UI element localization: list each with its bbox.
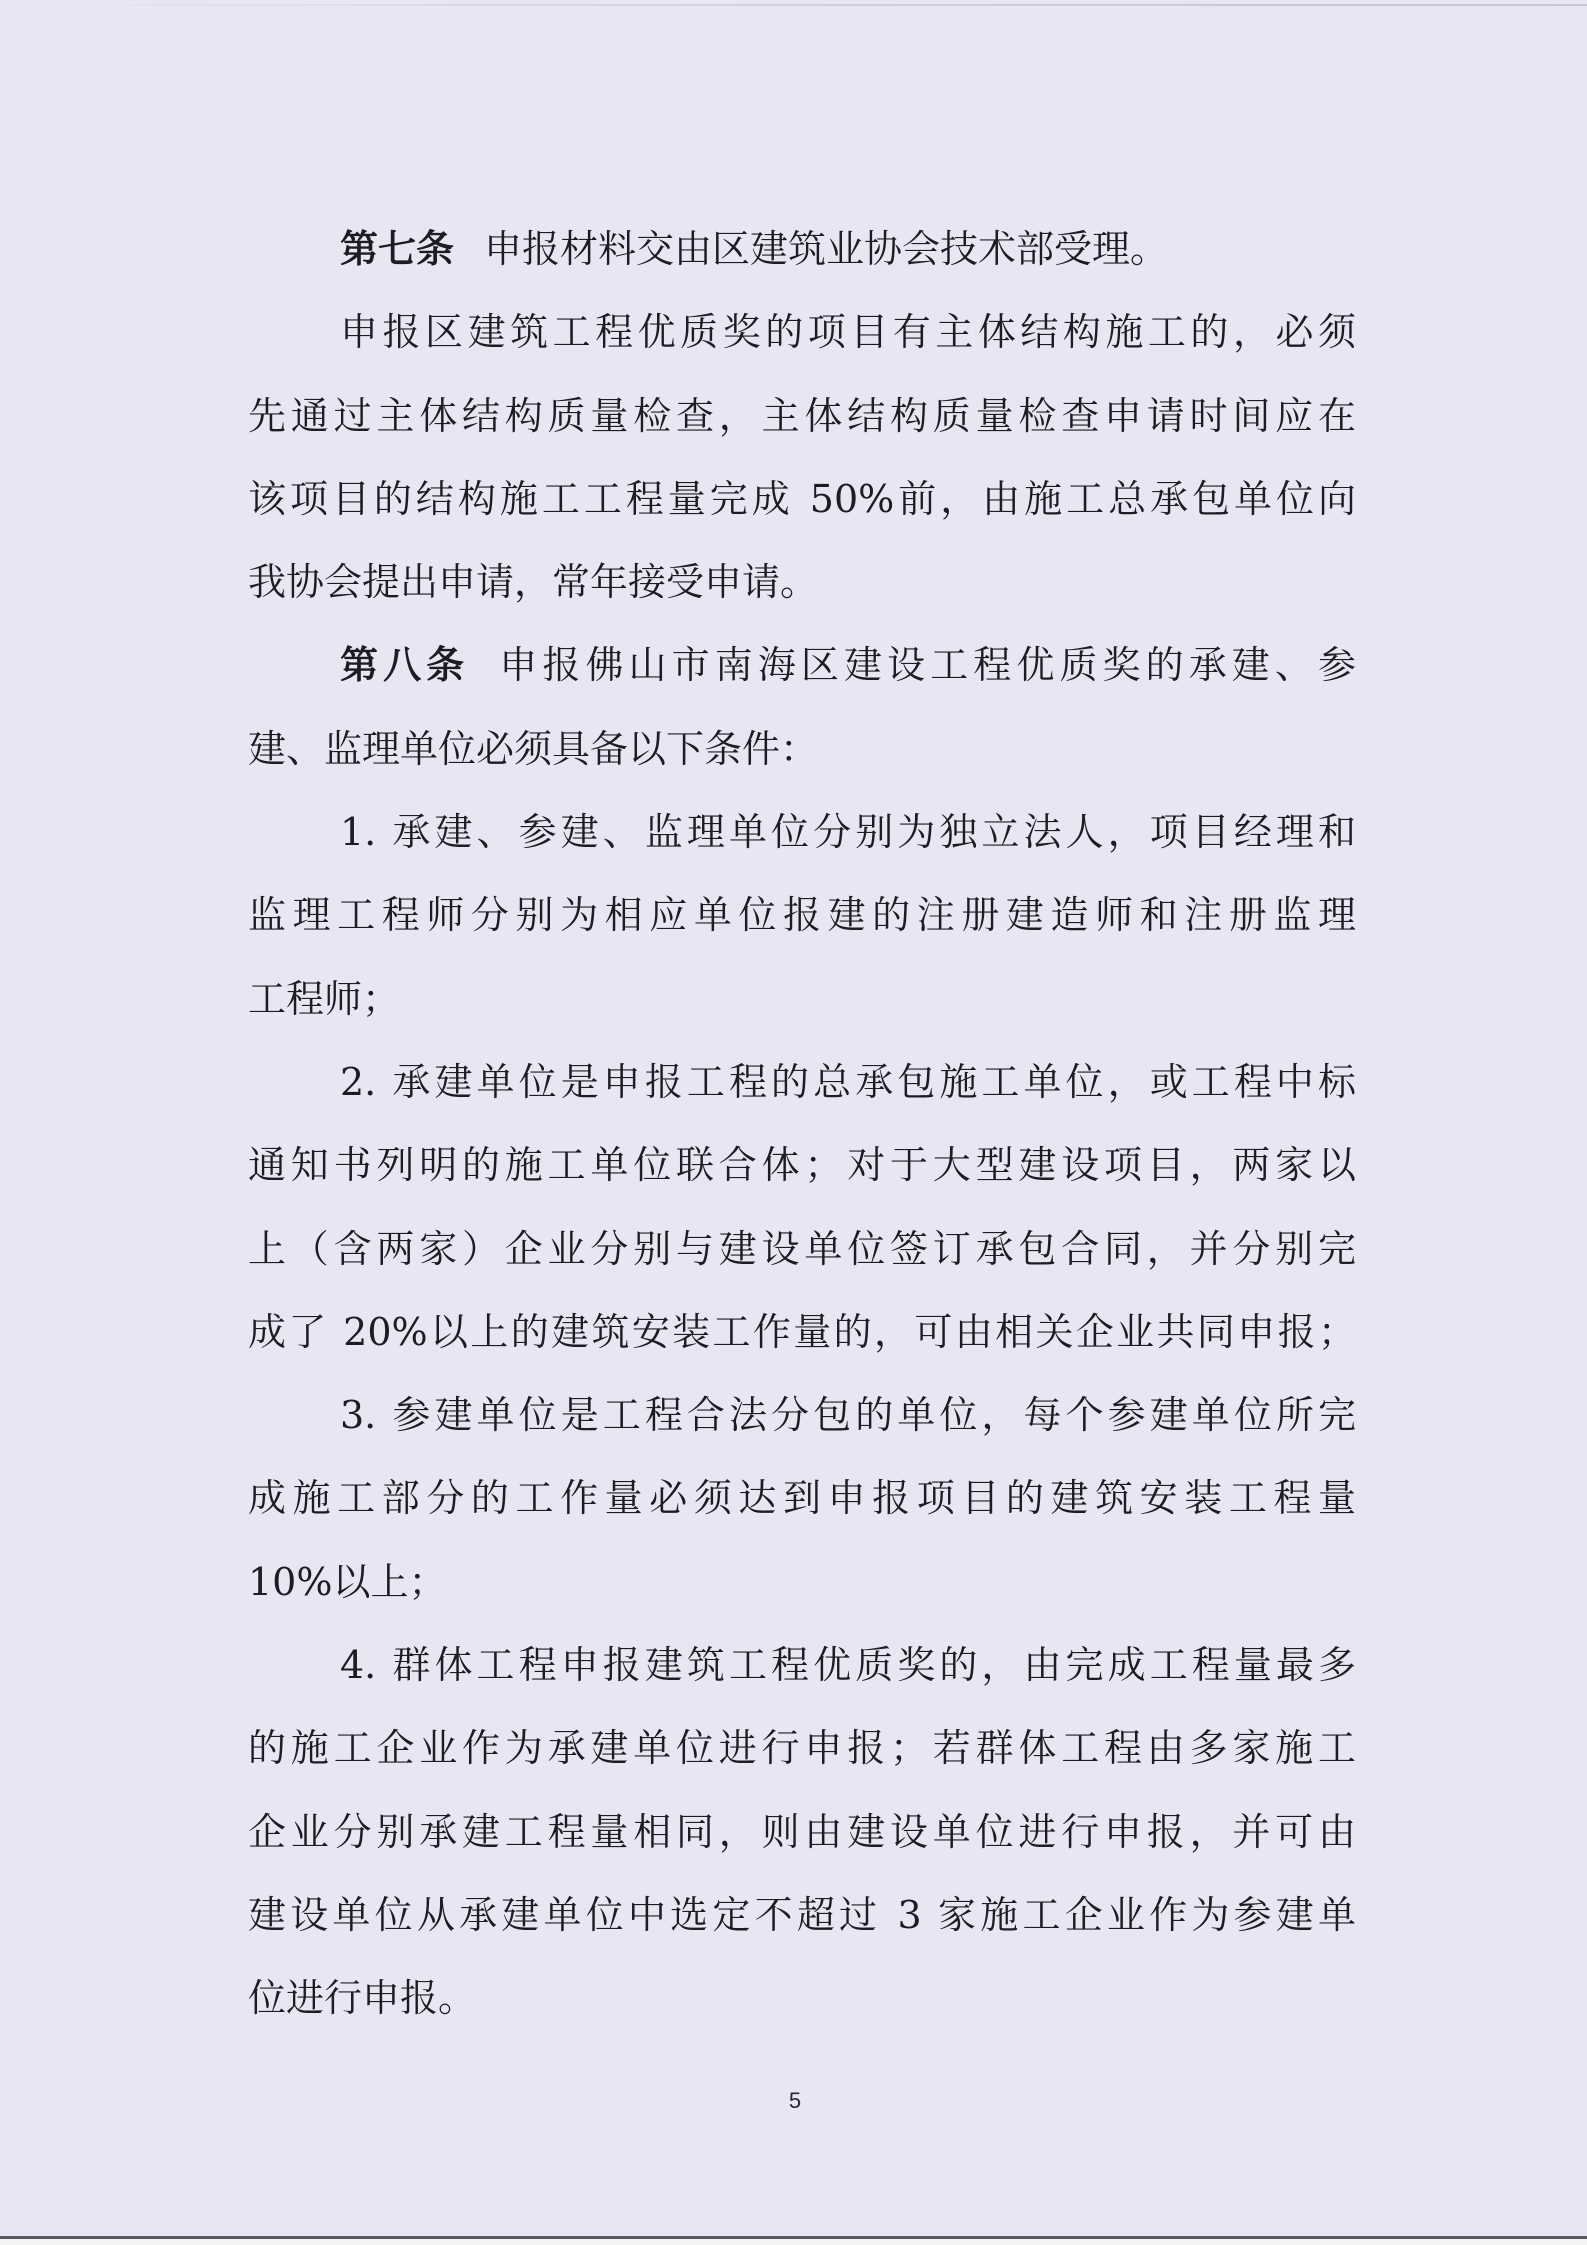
list-item-1-line: 1. 承建、参建、监理单位分别为独立法人，项目经理和 — [340, 810, 1356, 855]
list-item-4-line: 4. 群体工程申报建筑工程优质奖的，由完成工程量最多 — [340, 1643, 1356, 1688]
scan-bottom-margin — [0, 2239, 1587, 2245]
scan-top-edge — [0, 4, 1587, 6]
paragraph-line: 先通过主体结构质量检查，主体结构质量检查申请时间应在 — [248, 393, 1356, 438]
paragraph-line: 建、监理单位必须具备以下条件： — [248, 726, 819, 771]
paragraph-line: 我协会提出申请，常年接受申请。 — [248, 560, 819, 605]
article-7-heading: 第七条 — [340, 227, 455, 271]
list-item-4-line: 的施工企业作为承建单位进行申报；若群体工程由多家施工 — [248, 1726, 1356, 1771]
list-item-3-line: 成施工部分的工作量必须达到申报项目的建筑安装工程量 — [248, 1476, 1356, 1521]
article-7-line-1 — [248, 208, 1356, 291]
paragraph-line: 申报区建筑工程优质奖的项目有主体结构施工的，必须 — [340, 310, 1356, 355]
article-8-heading: 第八条 — [340, 643, 470, 688]
list-item-2-line: 通知书列明的施工单位联合体；对于大型建设项目，两家以 — [248, 1143, 1356, 1188]
article-8-text: 申报佛山市南海区建设工程优质奖的承建、参 — [499, 643, 1356, 688]
list-item-1-line: 工程师； — [248, 976, 401, 1021]
list-item-2-line: 2. 承建单位是申报工程的总承包施工单位，或工程中标 — [340, 1059, 1356, 1104]
page-number: 5 — [788, 2088, 802, 2113]
document-body — [248, 208, 1356, 2041]
list-item-3-line: 10%以上； — [248, 1559, 447, 1604]
list-item-2-line: 成了 20%以上的建筑安装工作量的，可由相关企业共同申报； — [248, 1309, 1356, 1354]
list-item-4-line: 企业分别承建工程量相同，则由建设单位进行申报，并可由 — [248, 1809, 1356, 1854]
list-item-1-line: 监理工程师分别为相应单位报建的注册建造师和注册监理 — [248, 893, 1356, 938]
list-item-4-line: 建设单位从承建单位中选定不超过 3 家施工企业作为参建单 — [248, 1892, 1356, 1937]
list-item-2-line: 上（含两家）企业分别与建设单位签订承包合同，并分别完 — [248, 1226, 1356, 1271]
article-8-line-1 — [248, 624, 1356, 707]
paragraph-line: 该项目的结构施工工程量完成 50%前，由施工总承包单位向 — [248, 476, 1356, 521]
list-item-3-line: 3. 参建单位是工程合法分包的单位，每个参建单位所完 — [340, 1393, 1356, 1438]
list-item-4-line: 位进行申报。 — [248, 1976, 477, 2021]
article-7-text: 申报材料交由区建筑业协会技术部受理。 — [484, 227, 1169, 271]
